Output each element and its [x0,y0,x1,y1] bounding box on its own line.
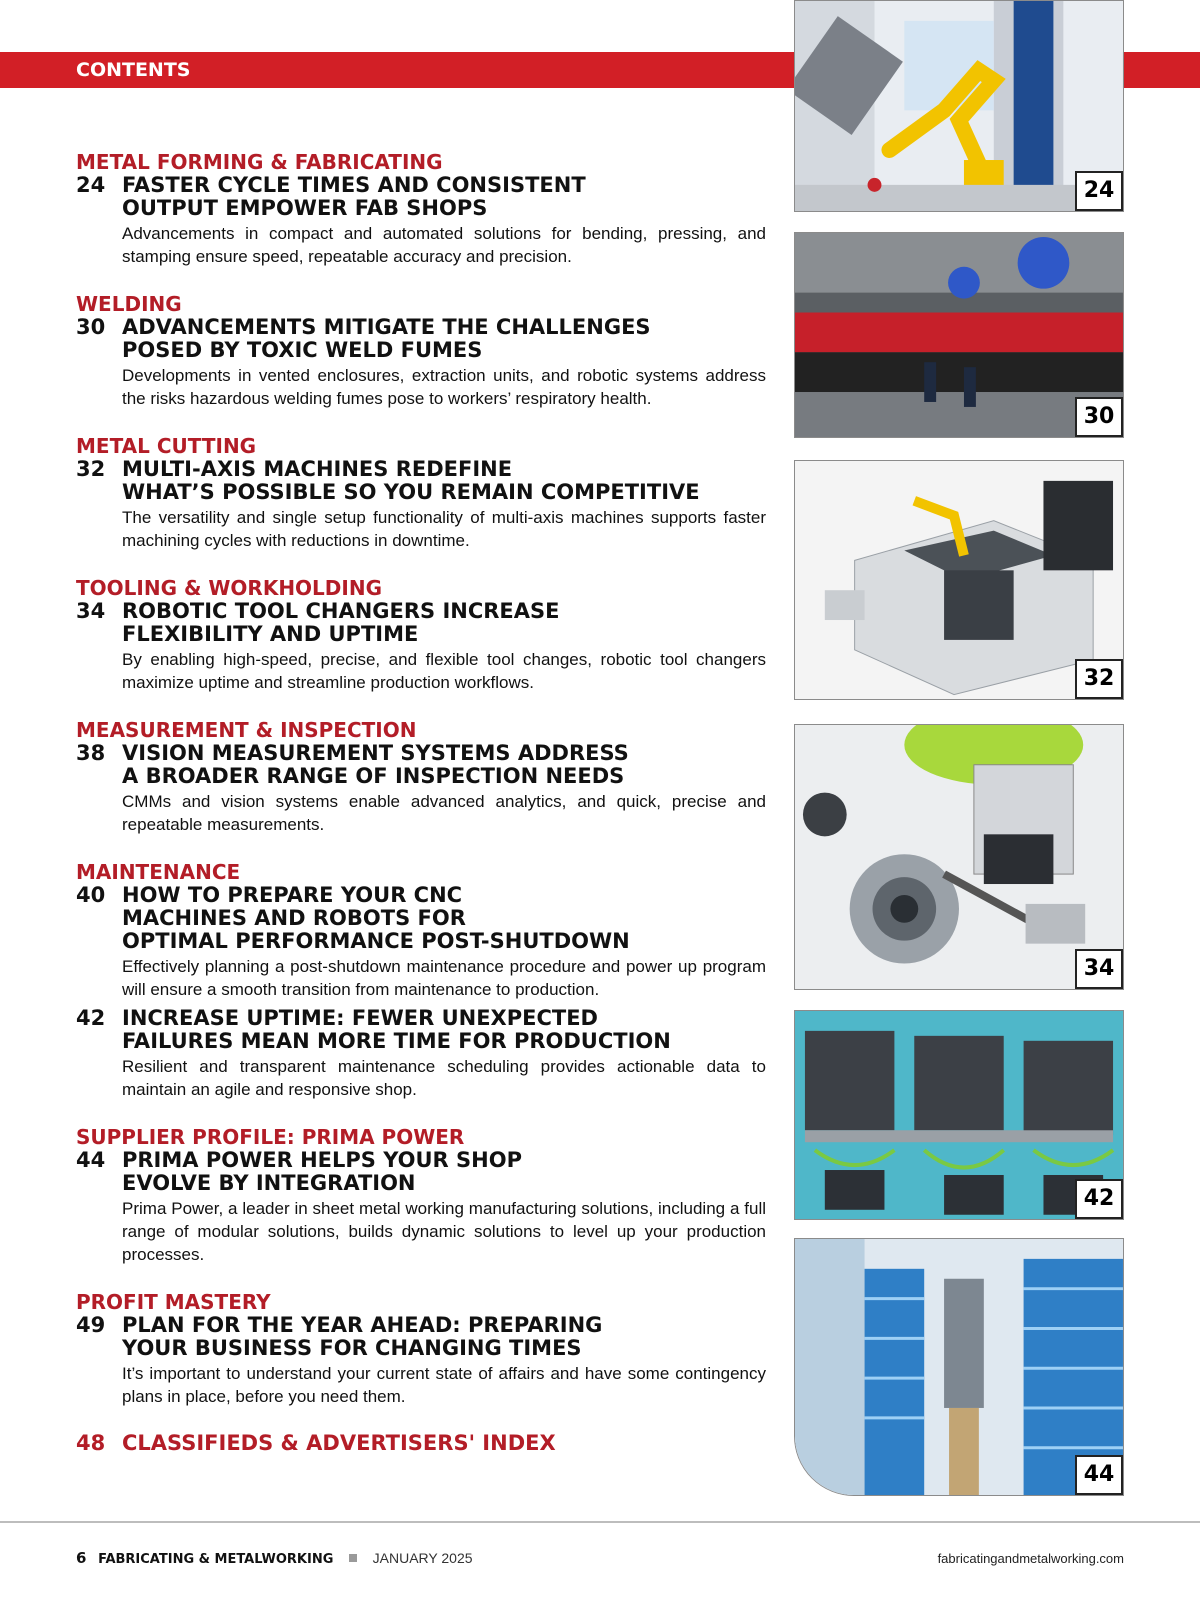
toc-entry[interactable] [76,884,766,1001]
footer-page-number: 6 [76,1549,87,1567]
section-heading: MEASUREMENT & INSPECTION [76,718,417,742]
entry-description: Developments in vented enclosures, extraction units, and robotic systems address the risks hazardous welding fumes pose to workers’ respiratory health. [122,366,766,408]
toc-section [76,292,766,410]
footer-issue-date: JANUARY 2025 [372,1550,473,1566]
section-heading: PROFIT MASTERY [76,1290,271,1314]
footer-website-link[interactable]: fabricatingandmetalworking.com [937,1551,1124,1566]
toc-entry[interactable] [76,1007,766,1101]
toc-entry[interactable] [76,1314,766,1408]
entry-page-number: 40 [76,883,106,907]
toc-entry[interactable] [76,1149,766,1266]
photo-page-badge: 42 [1075,1179,1123,1219]
entry-page-number: 30 [76,315,106,339]
tool-changer-illustration [795,725,1123,989]
entry-page-number: 42 [76,1006,106,1030]
photo-page-badge: 32 [1075,659,1123,699]
footer-magazine-name: FABRICATING & METALWORKING [98,1552,334,1567]
machine-cell-illustration [795,461,1123,700]
classifieds-entry[interactable] [76,1432,766,1455]
entry-title[interactable]: FASTER CYCLE TIMES AND CONSISTENT OUTPUT EMPOWER FAB SHOPS [122,173,586,220]
welding-cells-illustration [795,233,1123,438]
entry-title[interactable]: INCREASE UPTIME: FEWER UNEXPECTED FAILURES MEAN MORE TIME FOR PRODUCTION [122,1006,671,1053]
entry-description: Resilient and transparent maintenance scheduling provides actionable data to maintain an agile and responsive shop. [122,1057,766,1099]
entry-title[interactable]: MULTI-AXIS MACHINES REDEFINE WHAT’S POSSIBLE SO YOU REMAIN COMPETITIVE [122,457,700,504]
storage-tower-illustration [795,1239,1123,1495]
welding-cells-photo[interactable] [794,232,1124,438]
entry-title[interactable]: PRIMA POWER HELPS YOUR SHOP EVOLVE BY INTEGRATION [122,1148,522,1195]
section-heading: WELDING [76,292,182,316]
page-footer [76,1549,1124,1569]
footer-separator-icon [349,1554,357,1562]
entry-description: By enabling high-speed, precise, and flexible tool changes, robotic tool changers maximize uptime and streamline production workflows. [122,650,766,692]
entry-page-number: 48 [76,1431,106,1455]
entry-description: CMMs and vision systems enable advanced analytics, and quick, precise and repeatable measurements. [122,792,766,834]
entry-page-number: 38 [76,741,106,765]
table-of-contents [76,150,766,1455]
entry-page-number: 34 [76,599,106,623]
entry-description: Effectively planning a post-shutdown maintenance procedure and power up program will ensure a smooth transition from maintenance to production. [122,957,766,999]
entry-title[interactable]: ROBOTIC TOOL CHANGERS INCREASE FLEXIBILITY AND UPTIME [122,599,560,646]
entry-description: Prima Power, a leader in sheet metal working manufacturing solutions, including a full range of modular solutions, builds dynamic solutions to level up your production processes. [122,1199,766,1264]
footer-divider [0,1521,1200,1523]
photo-page-badge: 30 [1075,397,1123,437]
photo-page-badge: 44 [1075,1455,1123,1495]
toc-entry[interactable] [76,316,766,410]
entry-description: It’s important to understand your current state of affairs and have some contingency plans in place, before you need them. [122,1364,766,1406]
robot-arm-photo[interactable] [794,0,1124,212]
toc-section [76,1125,766,1266]
toc-section [76,1290,766,1408]
machine-cell-photo[interactable] [794,460,1124,700]
section-heading: METAL FORMING & FABRICATING [76,150,443,174]
storage-tower-photo[interactable] [794,1238,1124,1496]
entry-description: The versatility and single setup functionality of multi-axis machines supports faster machining cycles with reductions in downtime. [122,508,766,550]
entry-title[interactable]: CLASSIFIEDS & ADVERTISERS' INDEX [122,1431,556,1455]
section-heading: MAINTENANCE [76,860,241,884]
section-heading: METAL CUTTING [76,434,257,458]
contents-label: CONTENTS [76,59,191,81]
toc-section [76,150,766,268]
section-heading: SUPPLIER PROFILE: PRIMA POWER [76,1125,465,1149]
toc-section [76,576,766,694]
entry-page-number: 44 [76,1148,106,1172]
entry-title[interactable]: ADVANCEMENTS MITIGATE THE CHALLENGES POSED BY TOXIC WELD FUMES [122,315,651,362]
robot-arm-illustration [795,1,1123,212]
toc-section [76,434,766,552]
toc-section [76,860,766,1101]
photo-page-badge: 24 [1075,171,1123,211]
section-heading: TOOLING & WORKHOLDING [76,576,382,600]
toc-section [76,718,766,836]
entry-page-number: 49 [76,1313,106,1337]
entry-title[interactable]: VISION MEASUREMENT SYSTEMS ADDRESS A BROADER RANGE OF INSPECTION NEEDS [122,741,629,788]
entry-page-number: 32 [76,457,106,481]
tool-changer-photo[interactable] [794,724,1124,990]
photo-page-badge: 34 [1075,949,1123,989]
electrical-panel-illustration [795,1011,1123,1220]
entry-title[interactable]: HOW TO PREPARE YOUR CNC MACHINES AND ROBOTS FOR OPTIMAL PERFORMANCE POST-SHUTDOWN [122,883,630,953]
entry-page-number: 24 [76,173,106,197]
toc-entry[interactable] [76,458,766,552]
electrical-panel-photo[interactable] [794,1010,1124,1220]
toc-entry[interactable] [76,174,766,268]
entry-title[interactable]: PLAN FOR THE YEAR AHEAD: PREPARING YOUR BUSINESS FOR CHANGING TIMES [122,1313,603,1360]
toc-entry[interactable] [76,742,766,836]
toc-entry[interactable] [76,600,766,694]
entry-description: Advancements in compact and automated solutions for bending, pressing, and stamping ensure speed, repeatable accuracy and precision. [122,224,766,266]
